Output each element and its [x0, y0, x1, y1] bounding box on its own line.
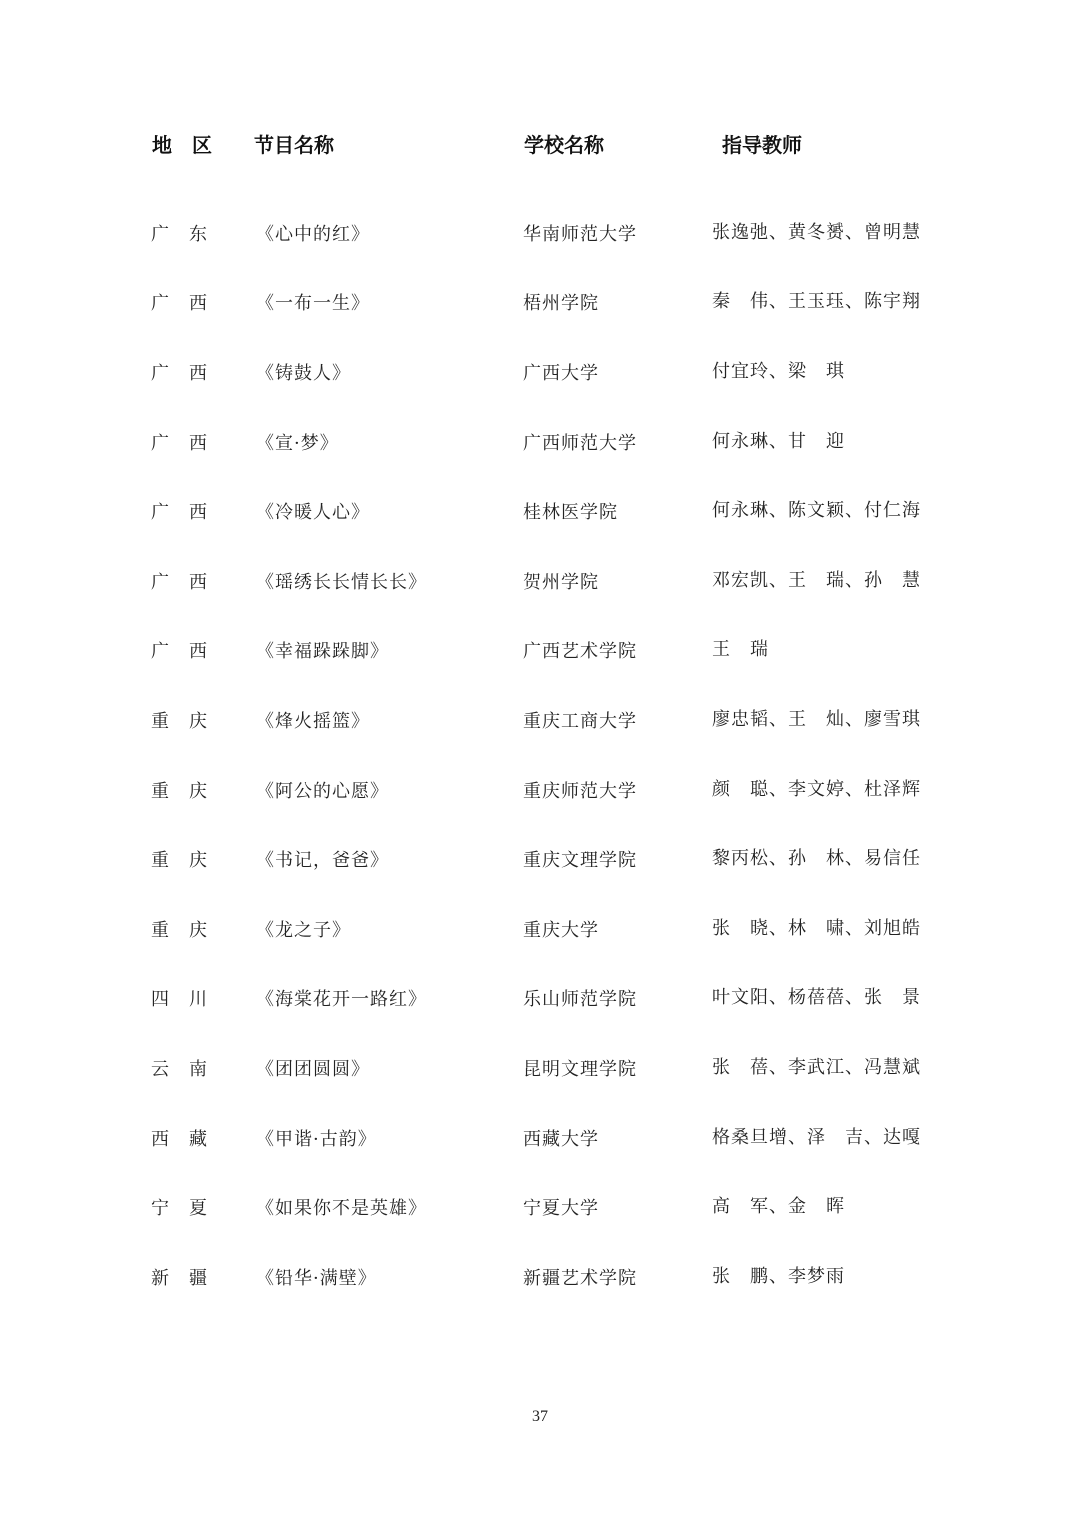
table-row [0, 546, 1080, 616]
header-region: 地 区 [152, 133, 212, 157]
cell-teacher: 张 鹏、李梦雨 [712, 1265, 845, 1287]
header-program-name: 节目名称 [254, 133, 334, 157]
cell-program: 《阿公的心愿》 [256, 780, 389, 802]
cell-program: 《龙之子》 [256, 919, 351, 941]
cell-program: 《一布一生》 [256, 293, 370, 315]
table-row [0, 268, 1080, 338]
cell-region: 重 庆 [151, 850, 208, 872]
cell-region: 广 西 [151, 641, 208, 663]
cell-teacher: 秦 伟、王玉珏、陈宇翔 [712, 291, 921, 313]
table-row [0, 1103, 1080, 1173]
cell-teacher: 何永琳、甘 迎 [712, 430, 845, 452]
cell-region: 广 西 [151, 571, 208, 593]
cell-program: 《幸福跺跺脚》 [256, 641, 389, 663]
cell-teacher: 廖忠韬、王 灿、廖雪琪 [712, 708, 921, 730]
cell-region: 宁 夏 [151, 1198, 208, 1220]
cell-teacher: 黎丙松、孙 林、易信任 [712, 848, 921, 870]
cell-teacher: 何永琳、陈文颖、付仁海 [712, 500, 921, 522]
cell-teacher: 邓宏凯、王 瑞、孙 慧 [712, 569, 921, 591]
cell-program: 《烽火摇篮》 [256, 710, 370, 732]
table-row [0, 1033, 1080, 1103]
cell-region: 西 藏 [151, 1128, 208, 1150]
cell-program: 《宣·梦》 [256, 432, 339, 454]
cell-region: 广 西 [151, 362, 208, 384]
table-row [0, 755, 1080, 825]
cell-region: 广 西 [151, 502, 208, 524]
table-header [0, 128, 1080, 162]
cell-program: 《海棠花开一路红》 [256, 989, 427, 1011]
cell-school: 重庆大学 [523, 919, 599, 941]
cell-school: 乐山师范学院 [523, 989, 637, 1011]
cell-school: 昆明文理学院 [523, 1058, 637, 1080]
cell-region: 重 庆 [151, 710, 208, 732]
cell-school: 广西师范大学 [523, 432, 637, 454]
cell-program: 《书记，爸爸》 [256, 850, 389, 872]
cell-teacher: 张 蓓、李武江、冯慧斌 [712, 1056, 921, 1078]
cell-school: 广西大学 [523, 362, 599, 384]
cell-teacher: 张 晓、林 啸、刘旭皓 [712, 917, 921, 939]
cell-teacher: 高 军、金 晖 [712, 1196, 845, 1218]
cell-program: 《甲谐·古韵》 [256, 1128, 377, 1150]
header-school-name: 学校名称 [524, 133, 604, 157]
cell-school: 西藏大学 [523, 1128, 599, 1150]
cell-school: 华南师范大学 [523, 223, 637, 245]
cell-teacher: 格桑旦增、泽 吉、达嘎 [712, 1126, 921, 1148]
cell-teacher: 王 瑞 [712, 639, 769, 661]
cell-teacher: 颜 聪、李文婷、杜泽辉 [712, 778, 921, 800]
table-row [0, 198, 1080, 268]
cell-school: 宁夏大学 [523, 1198, 599, 1220]
cell-teacher: 付宜玲、梁 琪 [712, 360, 845, 382]
cell-school: 重庆工商大学 [523, 710, 637, 732]
cell-region: 广 东 [151, 223, 208, 245]
cell-school: 重庆师范大学 [523, 780, 637, 802]
page-number: 37 [532, 1408, 548, 1425]
cell-program: 《瑶绣长长情长长》 [256, 571, 427, 593]
cell-region: 广 西 [151, 432, 208, 454]
cell-school: 贺州学院 [523, 571, 599, 593]
cell-region: 重 庆 [151, 919, 208, 941]
cell-teacher: 叶文阳、杨蓓蓓、张 景 [712, 987, 921, 1009]
cell-region: 云 南 [151, 1058, 208, 1080]
table-row [0, 685, 1080, 755]
table-row [0, 476, 1080, 546]
table-row [0, 1242, 1080, 1312]
cell-program: 《铸鼓人》 [256, 362, 351, 384]
table-row [0, 1172, 1080, 1242]
table-row [0, 616, 1080, 686]
cell-school: 桂林医学院 [523, 502, 618, 524]
table-row [0, 337, 1080, 407]
cell-school: 重庆文理学院 [523, 850, 637, 872]
cell-program: 《铅华·满壁》 [256, 1267, 377, 1289]
table-row [0, 824, 1080, 894]
cell-region: 广 西 [151, 293, 208, 315]
header-instructor: 指导教师 [722, 133, 802, 157]
cell-region: 新 疆 [151, 1267, 208, 1289]
cell-program: 《心中的红》 [256, 223, 370, 245]
cell-program: 《如果你不是英雄》 [256, 1198, 427, 1220]
cell-school: 新疆艺术学院 [523, 1267, 637, 1289]
table-row [0, 894, 1080, 964]
cell-teacher: 张逸弛、黄冬赟、曾明慧 [712, 221, 921, 243]
cell-program: 《团团圆圆》 [256, 1058, 370, 1080]
cell-school: 梧州学院 [523, 293, 599, 315]
cell-region: 重 庆 [151, 780, 208, 802]
cell-region: 四 川 [151, 989, 208, 1011]
cell-school: 广西艺术学院 [523, 641, 637, 663]
table-body [0, 198, 1080, 1312]
table-row [0, 964, 1080, 1034]
cell-program: 《冷暖人心》 [256, 502, 370, 524]
table-row [0, 407, 1080, 477]
